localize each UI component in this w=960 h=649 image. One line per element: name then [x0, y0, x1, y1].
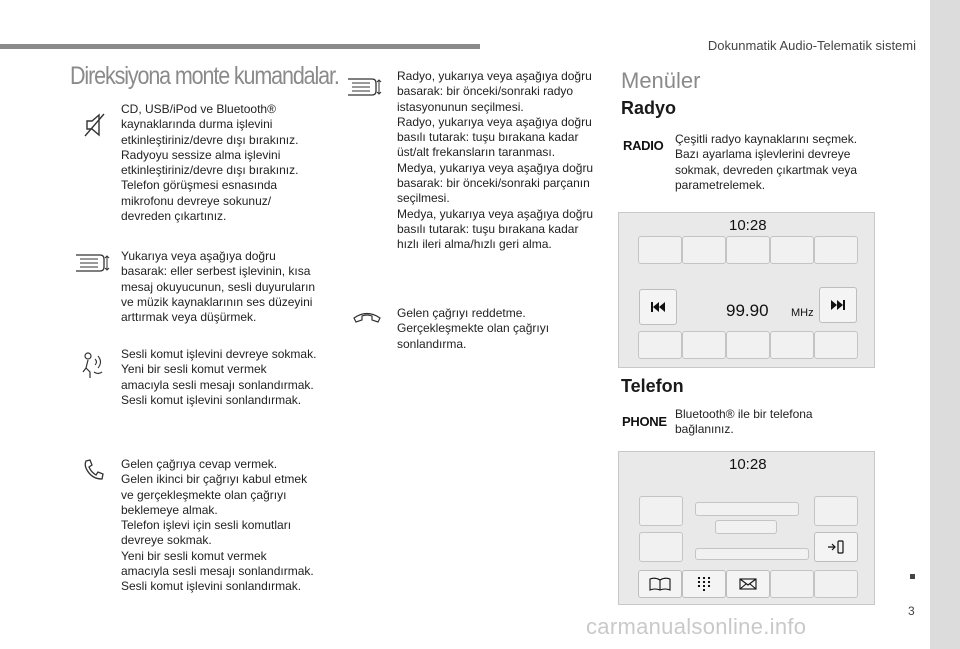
radio-function-button[interactable] [770, 331, 814, 359]
radio-function-button[interactable] [814, 331, 858, 359]
phone-function-button[interactable] [814, 570, 858, 598]
radio-preset-button[interactable] [638, 236, 682, 264]
radio-top-row [638, 236, 858, 264]
voice-description: Sesli komut işlevini devreye sokmak. Yeni bir sesli komut vermek amacıyla sesli mesajı sonlandırmak. Sesli komut işlevini sonlandırmak. [121, 347, 317, 407]
radio-bottom-row [638, 331, 858, 359]
voice-command-icon [80, 350, 106, 380]
message-icon [739, 578, 757, 590]
phone-side-button[interactable] [639, 532, 683, 562]
radio-preset-button[interactable] [726, 236, 770, 264]
page-number: 3 [908, 604, 915, 618]
phone-bottom-row [638, 570, 858, 598]
watermark: carmanualsonline.info [586, 614, 807, 639]
header-rule [0, 44, 480, 49]
keypad-button[interactable] [682, 570, 726, 598]
phone-info-field [715, 520, 777, 534]
radio-function-button[interactable] [726, 331, 770, 359]
radio-function-button[interactable] [682, 331, 726, 359]
radio-clock: 10:28 [729, 217, 767, 234]
phone-info-field [695, 548, 809, 560]
phone-answer-icon [82, 458, 106, 482]
volume-description: Yukarıya veya aşağıya doğru basarak: eller serbest işlevinin, kısa mesaj okuyucunun, sesli duyuruların ve müzik kaynaklarının ses düzeyini arttırmak veya düşürmek. [121, 249, 316, 325]
page-marker [910, 574, 915, 579]
contacts-button[interactable] [638, 570, 682, 598]
phone-connect-button[interactable] [814, 532, 858, 562]
radio-preset-button[interactable] [770, 236, 814, 264]
section-title: Direksiyona monte kumandalar. [70, 62, 339, 90]
contacts-book-icon [649, 577, 671, 591]
phone-connect-icon [827, 539, 845, 555]
radio-heading: Radyo [621, 98, 677, 118]
answer-description: Gelen çağrıya cevap vermek. Gelen ikinci bir çağrıyı kabul etmek ve gerçekleşmekte olan çağrıyı beklemeye almak. Telefon işlevi için sesli komutları devreye sokmak. Yeni bir sesli komut vermek amacıyla sesli mesajı sonlandırmak. Sesli komut işlevini sonlandırmak. [121, 457, 314, 594]
phone-label: PHONE [622, 414, 667, 429]
radio-description: Çeşitli radyo kaynaklarını seçmek. Bazı ayarlama işlevlerini devreye sokmak, devreden çıkartmak veya parametrelemek. [675, 132, 858, 192]
phone-heading: Telefon [621, 376, 684, 396]
menus-title: Menüler [621, 68, 701, 93]
skip-forward-button[interactable] [819, 287, 857, 323]
mute-icon [84, 112, 106, 138]
phone-side-button[interactable] [639, 496, 683, 526]
skip-back-button[interactable] [639, 289, 677, 325]
scroll-description: Radyo, yukarıya veya aşağıya doğru basarak: bir önceki/sonraki radyo istasyonunun seçilmesi. Radyo, yukarıya veya aşağıya doğru basılı tutarak: tuşu bırakana kadar üst/alt frekansların taranması. Medya, yukarıya veya aşağıya doğru basarak: bir önceki/sonraki parçanın seçilmesi. Medya, yukarıya veya aşağıya doğru basılı tutarak: tuşu bırakana kadar hızlı ileri alma/hızlı geri alma. [397, 69, 594, 252]
message-button[interactable] [726, 570, 770, 598]
volume-wheel-icon [74, 252, 110, 274]
phone-hangup-icon [352, 310, 382, 324]
scroll-wheel-icon [346, 76, 382, 98]
frequency-unit: MHz [791, 307, 814, 319]
radio-preset-button[interactable] [814, 236, 858, 264]
phone-function-button[interactable] [770, 570, 814, 598]
phone-side-button[interactable] [814, 496, 858, 526]
radio-screen [618, 212, 875, 368]
hangup-description: Gelen çağrıyı reddetme. Gerçekleşmekte olan çağrıyı sonlandırma. [397, 306, 550, 351]
phone-info-field [695, 502, 799, 516]
document-title: Dokunmatik Audio-Telematik sistemi [707, 38, 916, 53]
radio-label: RADIO [623, 138, 664, 153]
page-edge-bar [930, 0, 960, 649]
phone-screen [618, 451, 875, 605]
radio-function-button[interactable] [638, 331, 682, 359]
skip-forward-icon [830, 299, 846, 311]
phone-clock: 10:28 [729, 456, 767, 473]
radio-preset-button[interactable] [682, 236, 726, 264]
radio-frequency: 99.90 [726, 301, 769, 320]
keypad-icon [697, 576, 711, 592]
skip-back-icon [650, 301, 666, 313]
mute-description: CD, USB/iPod ve Bluetooth® kaynaklarında durma işlevini etkinleştiriniz/devre dışı bırakınız. Radyoyu sessize alma işlevini etkinleştiriniz/devre dışı bırakınız. Telefon görüşmesi esnasında mikrofonu devreye sokunuz/ devreden çıkartınız. [121, 102, 299, 224]
phone-description: Bluetooth® ile bir telefona bağlanınız. [675, 407, 813, 437]
